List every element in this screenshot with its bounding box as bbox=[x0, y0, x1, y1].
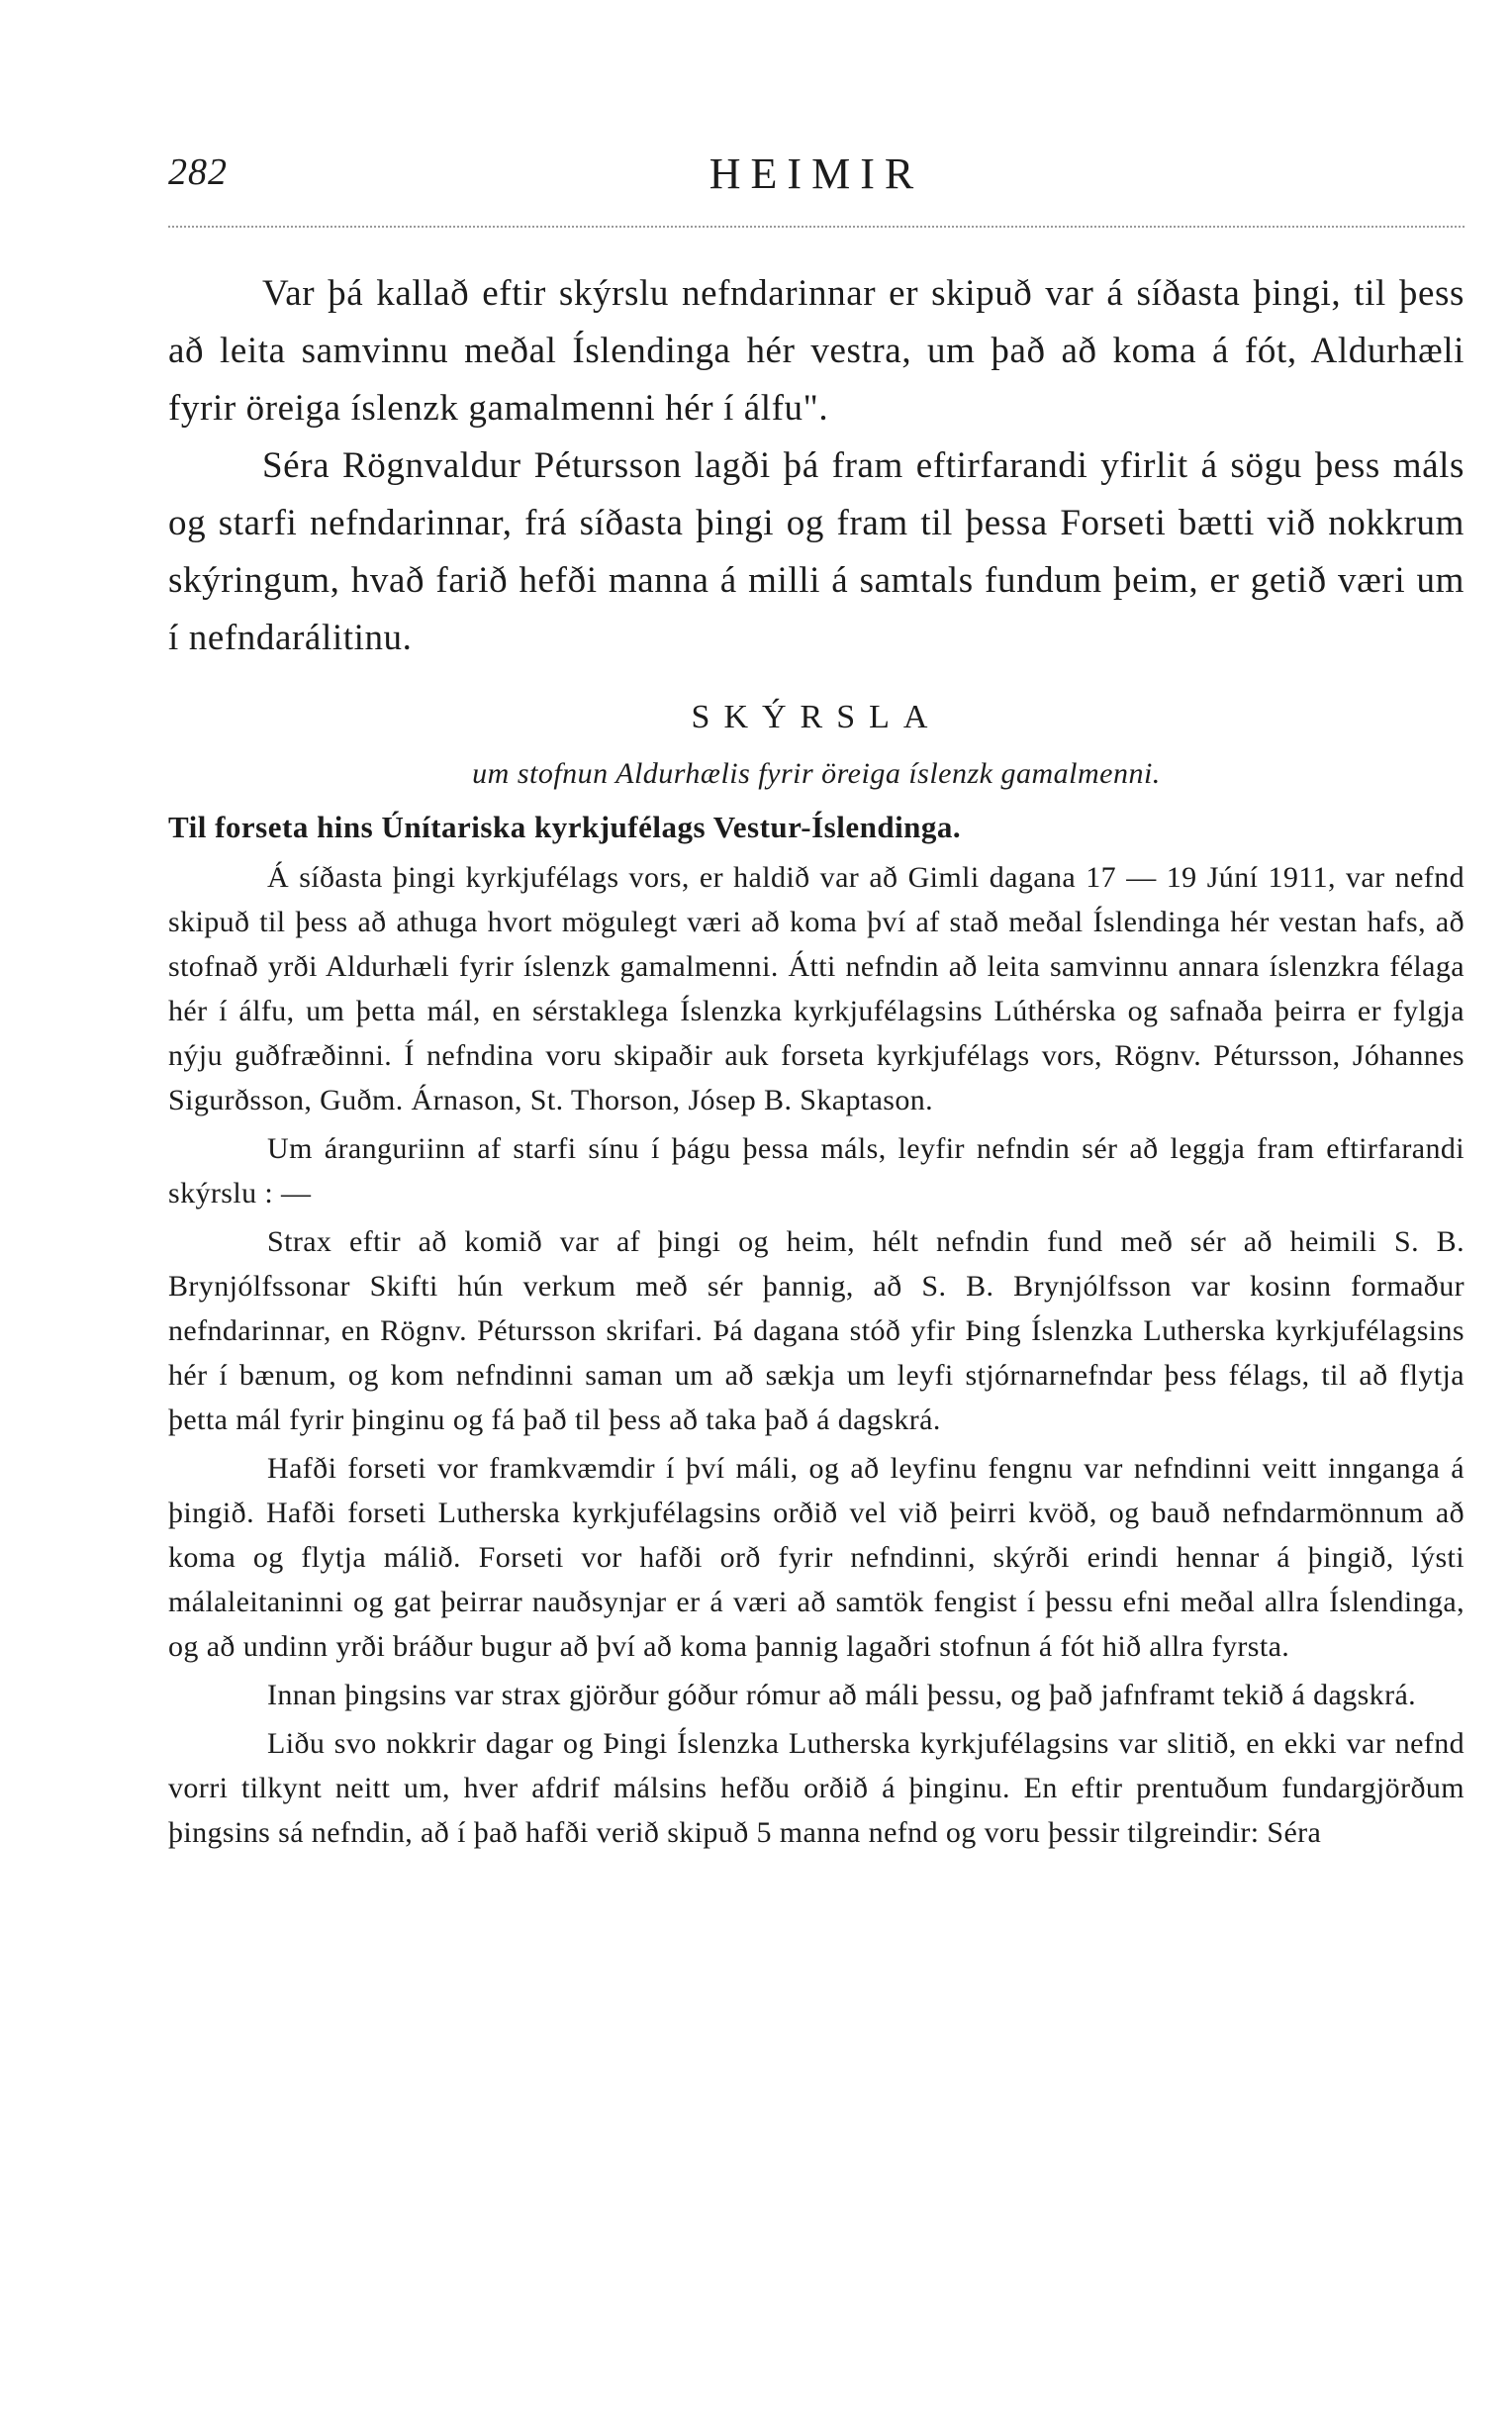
header-rule bbox=[168, 226, 1465, 228]
report-title: SKÝRSLA bbox=[691, 699, 942, 735]
running-title: HEIMIR bbox=[709, 149, 924, 198]
page-number: 282 bbox=[168, 151, 228, 193]
report-subtitle: um stofnun Aldurhælis fyrir öreiga íslenzk gamalmenni. bbox=[472, 757, 1161, 790]
report-paragraph: Um áranguriinn af starfi sínu í þágu þessa máls, leyfir nefndin sér að leggja fram eftirfarandi skýrslu : — bbox=[168, 1132, 1465, 1210]
page-body bbox=[168, 265, 1465, 1855]
report-paragraph: Liðu svo nokkrir dagar og Þingi Íslenzka Lutherska kyrkjufélagsins var slitið, en ekki var nefnd vorri tilkynt neitt um, hver afdrif málsins hefðu orðið á þinginu. En eftir prentuðum fundargjörðum þingsins sá nefndin, að í það hafði verið skipuð 5 manna nefnd og voru þessir tilgreindir: Séra bbox=[168, 1727, 1465, 1849]
intro-paragraph: Séra Rögnvaldur Pétursson lagði þá fram eftirfarandi yfirlit á sögu þess máls og starfi nefndarinnar, frá síðasta þingi og fram til þessa Forseti bætti við nokkrum skýringum, hvað farið hefði manna á milli á samtals fundum þeim, er getið væri um í nefndarálitinu. bbox=[168, 445, 1465, 658]
report-paragraph: Strax eftir að komið var af þingi og heim, hélt nefndin fund með sér að heimili S. B. Brynjólfssonar Skifti hún verkum með sér þannig, að S. B. Brynjólfsson var kosinn formaður nefndarinnar, en Rögnv. Pétursson skrifari. Þá dagana stóð yfir Þing Íslenzka Lutherska kyrkjufélagsins hér í bænum, og kom nefndinni saman um að sækja um leyfi stjórnarnefndar þess félags, til að flytja þetta mál fyrir þinginu og fá það til þess að taka það á dagskrá. bbox=[168, 1225, 1465, 1436]
report-address: Til forseta hins Únítariska kyrkjufélags Vestur-Íslendinga. bbox=[168, 810, 962, 844]
page-header bbox=[168, 148, 1465, 208]
intro-paragraph: Var þá kallað eftir skýrslu nefndarinnar er skipuð var á síðasta þingi, til þess að leita samvinnu meðal Íslendinga hér vestra, um það að koma á fót, Aldurhæli fyrir öreiga íslenzk gamalmenni hér í álfu". bbox=[168, 273, 1465, 429]
report-paragraph: Innan þingsins var strax gjörður góður rómur að máli þessu, og það jafnframt tekið á dagskrá. bbox=[267, 1679, 1417, 1711]
report-paragraph: Hafði forseti vor framkvæmdir í því máli, og að leyfinu fengnu var nefndinni veitt innganga á þingið. Hafði forseti Lutherska kyrkjufélagsins orðið vel við þeirri kvöð, og bauð nefndarmönnum að koma og flytja málið. Forseti vor hafði orð fyrir nefndinni, skýrði erindi hennar á þingið, lýsti málaleitaninni og gat þeirrar nauðsynjar er á væri að samtök fengist í þessu efni meðal allra Íslendinga, og að undinn yrði bráður bugur að því að koma þannig lagaðri stofnun á fót hið allra fyrsta. bbox=[168, 1452, 1465, 1663]
report-paragraph: Á síðasta þingi kyrkjufélags vors, er haldið var að Gimli dagana 17 — 19 Júní 1911, var nefnd skipuð til þess að athuga hvort mögulegt væri að koma því af stað meðal Íslendinga hér vestan hafs, að stofnað yrði Aldurhæli fyrir íslenzk gamalmenni. Átti nefndin að leita samvinnu annara íslenzkra félaga hér í álfu, um þetta mál, en sérstaklega Íslenzka kyrkjufélagsins Lúthérska og safnaða þeirra er fylgja nýju guðfræðinni. Í nefndina voru skipaðir auk forseta kyrkjufélags vors, Rögnv. Pétursson, Jóhannes Sigurðsson, Guðm. Árnason, St. Thorson, Jósep B. Skaptason. bbox=[168, 861, 1465, 1116]
